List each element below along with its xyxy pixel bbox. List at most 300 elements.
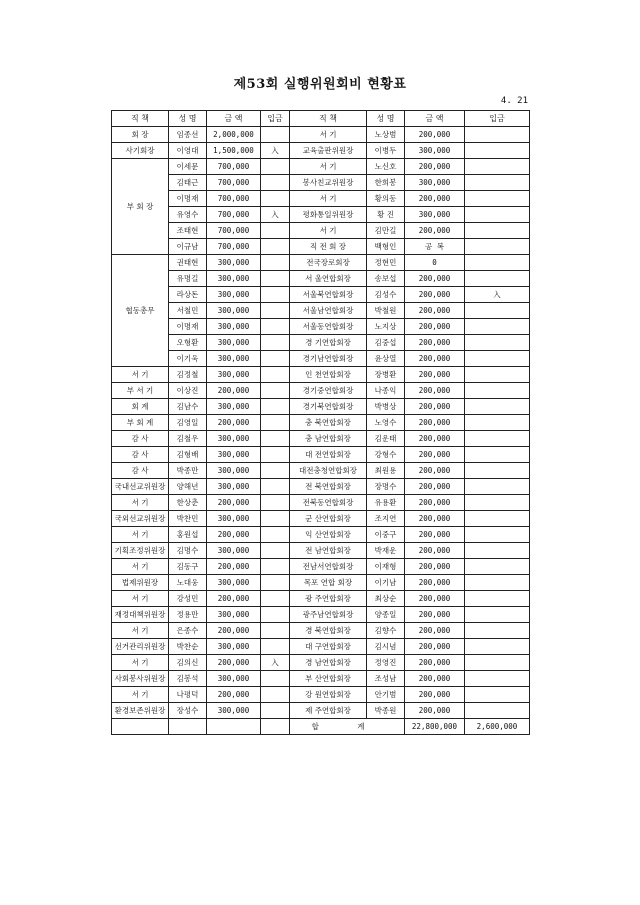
table-row xyxy=(112,639,530,655)
paid-cell xyxy=(261,399,290,415)
amount-cell: 300,000 xyxy=(207,543,261,559)
paid-cell xyxy=(261,335,290,351)
table-row xyxy=(112,671,530,687)
role-cell: 재정대책위원장 xyxy=(112,607,169,623)
name-cell: 박종만 xyxy=(169,463,207,479)
amount-cell: 200,000 xyxy=(405,127,465,143)
paid-cell xyxy=(261,127,290,143)
table-row xyxy=(112,127,530,143)
paid-cell xyxy=(465,511,530,527)
paid-cell xyxy=(465,639,530,655)
paid-cell xyxy=(465,191,530,207)
role-cell: 경기중연합회장 xyxy=(290,383,367,399)
role-cell: 서 기 xyxy=(112,687,169,703)
amount-cell: 200,000 xyxy=(207,591,261,607)
name-cell: 유명길 xyxy=(169,271,207,287)
table-row xyxy=(112,207,530,223)
paid-cell xyxy=(261,287,290,303)
table-row xyxy=(112,351,530,367)
name-cell: 이명재 xyxy=(169,319,207,335)
role-cell: 충 남연합회장 xyxy=(290,431,367,447)
amount-cell: 200,000 xyxy=(405,447,465,463)
header-title-right: 직 책 xyxy=(290,111,367,127)
amount-cell: 200,000 xyxy=(405,703,465,719)
paid-cell xyxy=(261,639,290,655)
amount-cell: 700,000 xyxy=(207,191,261,207)
amount-cell: 200,000 xyxy=(405,431,465,447)
name-cell: 조성남 xyxy=(367,671,405,687)
table-row xyxy=(112,223,530,239)
amount-cell: 200,000 xyxy=(405,271,465,287)
role-cell: 서 기 xyxy=(290,191,367,207)
role-cell: 경 남연합회장 xyxy=(290,655,367,671)
amount-cell: 200,000 xyxy=(405,367,465,383)
paid-cell xyxy=(261,495,290,511)
table-row xyxy=(112,543,530,559)
name-cell: 김운태 xyxy=(367,431,405,447)
amount-cell: 300,000 xyxy=(207,271,261,287)
role-cell: 감 사 xyxy=(112,463,169,479)
total-amount: 22,800,000 xyxy=(405,719,465,735)
role-cell: 서울남연합회장 xyxy=(290,303,367,319)
role-cell: 서 기 xyxy=(112,559,169,575)
table-row xyxy=(112,271,530,287)
header-title-left: 직 책 xyxy=(112,111,169,127)
name-cell: 조태현 xyxy=(169,223,207,239)
paid-cell xyxy=(465,127,530,143)
paid-cell xyxy=(261,447,290,463)
amount-cell: 200,000 xyxy=(405,543,465,559)
header-paid-left: 입금 xyxy=(261,111,290,127)
amount-cell: 300,000 xyxy=(207,399,261,415)
name-cell: 장성수 xyxy=(169,703,207,719)
name-cell: 양해년 xyxy=(169,479,207,495)
empty-cell xyxy=(169,719,207,735)
header-name-right: 성 명 xyxy=(367,111,405,127)
paid-cell xyxy=(465,319,530,335)
name-cell: 노신호 xyxy=(367,159,405,175)
table-row xyxy=(112,143,530,159)
paid-cell xyxy=(465,543,530,559)
name-cell: 이병두 xyxy=(367,143,405,159)
amount-cell: 200,000 xyxy=(405,351,465,367)
name-cell: 이영대 xyxy=(169,143,207,159)
name-cell: 오형환 xyxy=(169,335,207,351)
name-cell: 장명수 xyxy=(367,479,405,495)
paid-cell xyxy=(261,607,290,623)
table-row xyxy=(112,495,530,511)
name-cell: 황 진 xyxy=(367,207,405,223)
amount-cell: 200,000 xyxy=(405,319,465,335)
paid-cell xyxy=(465,399,530,415)
table-row xyxy=(112,687,530,703)
role-cell: 대 전연합회장 xyxy=(290,447,367,463)
total-paid: 2,600,000 xyxy=(465,719,530,735)
paid-cell xyxy=(465,143,530,159)
paid-cell xyxy=(261,351,290,367)
amount-cell: 200,000 xyxy=(405,303,465,319)
table-row xyxy=(112,479,530,495)
paid-cell xyxy=(261,703,290,719)
role-cell: 익 산연합회장 xyxy=(290,527,367,543)
amount-cell: 300,000 xyxy=(405,207,465,223)
amount-cell: 300,000 xyxy=(405,143,465,159)
role-cell: 감 사 xyxy=(112,447,169,463)
table-row xyxy=(112,575,530,591)
amount-cell: 300,000 xyxy=(207,671,261,687)
role-cell: 회 계 xyxy=(112,399,169,415)
role-cell: 서 기 xyxy=(112,591,169,607)
paid-cell xyxy=(261,191,290,207)
paid-cell xyxy=(465,159,530,175)
table-row xyxy=(112,383,530,399)
amount-cell: 200,000 xyxy=(405,383,465,399)
amount-cell: 200,000 xyxy=(405,159,465,175)
name-cell: 정현민 xyxy=(367,255,405,271)
paid-cell xyxy=(465,239,530,255)
amount-cell: 200,000 xyxy=(405,655,465,671)
name-cell: 김남수 xyxy=(169,399,207,415)
paid-cell xyxy=(465,431,530,447)
role-cell: 인 천연합회장 xyxy=(290,367,367,383)
role-cell: 서 울연합회장 xyxy=(290,271,367,287)
role-cell: 감 사 xyxy=(112,431,169,447)
paid-cell xyxy=(465,527,530,543)
role-cell: 평화통일위원장 xyxy=(290,207,367,223)
total-row xyxy=(112,719,530,735)
role-cell: 환경보존위원장 xyxy=(112,703,169,719)
paid-cell xyxy=(261,175,290,191)
name-cell: 이세문 xyxy=(169,159,207,175)
empty-cell xyxy=(207,719,261,735)
table-row xyxy=(112,399,530,415)
role-cell: 협동총무 xyxy=(112,255,169,367)
paid-cell xyxy=(465,607,530,623)
header-name-left: 성 명 xyxy=(169,111,207,127)
name-cell: 홍원섭 xyxy=(169,527,207,543)
role-cell: 경 기연합회장 xyxy=(290,335,367,351)
name-cell: 조지연 xyxy=(367,511,405,527)
role-cell: 직 전 회 장 xyxy=(290,239,367,255)
paid-cell xyxy=(465,703,530,719)
paid-cell xyxy=(261,431,290,447)
role-cell: 서 기 xyxy=(112,623,169,639)
paid-cell xyxy=(261,239,290,255)
role-cell: 전북동연합회장 xyxy=(290,495,367,511)
header-row xyxy=(112,111,530,127)
amount-cell: 200,000 xyxy=(207,495,261,511)
report-date: 4. 21 xyxy=(500,96,528,106)
amount-cell: 300,000 xyxy=(207,367,261,383)
name-cell: 송보섭 xyxy=(367,271,405,287)
role-cell: 선거관리위원장 xyxy=(112,639,169,655)
amount-cell: 200,000 xyxy=(405,463,465,479)
amount-cell: 200,000 xyxy=(207,623,261,639)
name-cell: 노상범 xyxy=(367,127,405,143)
name-cell: 김영일 xyxy=(169,415,207,431)
role-cell: 서울북연합회장 xyxy=(290,287,367,303)
table-row xyxy=(112,559,530,575)
paid-cell xyxy=(261,303,290,319)
name-cell: 한상춘 xyxy=(169,495,207,511)
role-cell: 부 회 장 xyxy=(112,159,169,255)
paid-cell xyxy=(465,575,530,591)
name-cell: 나종익 xyxy=(367,383,405,399)
role-cell: 전남서연합회장 xyxy=(290,559,367,575)
paid-cell xyxy=(261,415,290,431)
header-amount-left: 금 액 xyxy=(207,111,261,127)
name-cell: 김철우 xyxy=(169,431,207,447)
table-row xyxy=(112,511,530,527)
paid-cell xyxy=(465,223,530,239)
role-cell: 서울동연합회장 xyxy=(290,319,367,335)
name-cell: 장병환 xyxy=(367,367,405,383)
amount-cell: 700,000 xyxy=(207,223,261,239)
amount-cell: 300,000 xyxy=(207,303,261,319)
amount-cell: 200,000 xyxy=(405,399,465,415)
table-row xyxy=(112,303,530,319)
paid-cell xyxy=(261,511,290,527)
amount-cell: 300,000 xyxy=(207,431,261,447)
name-cell: 라상돈 xyxy=(169,287,207,303)
amount-cell: 200,000 xyxy=(405,559,465,575)
role-cell: 강 원연합회장 xyxy=(290,687,367,703)
committee-fee-table xyxy=(111,110,530,735)
paid-cell xyxy=(465,687,530,703)
role-cell: 충 북연합회장 xyxy=(290,415,367,431)
table-row xyxy=(112,191,530,207)
amount-cell: 200,000 xyxy=(405,671,465,687)
amount-cell: 200,000 xyxy=(405,575,465,591)
name-cell: 김의신 xyxy=(169,655,207,671)
paid-cell xyxy=(261,319,290,335)
name-cell: 은종수 xyxy=(169,623,207,639)
amount-cell: 300,000 xyxy=(207,287,261,303)
amount-cell: 200,000 xyxy=(405,479,465,495)
name-cell: 박찬민 xyxy=(169,511,207,527)
amount-cell: 300,000 xyxy=(207,335,261,351)
role-cell: 봉사친교위원장 xyxy=(290,175,367,191)
name-cell: 김만길 xyxy=(367,223,405,239)
role-cell: 전 남연합회장 xyxy=(290,543,367,559)
amount-cell: 0 xyxy=(405,255,465,271)
amount-cell: 300,000 xyxy=(207,511,261,527)
paid-cell: 入 xyxy=(261,207,290,223)
paid-cell xyxy=(465,415,530,431)
name-cell: 이기욱 xyxy=(169,351,207,367)
amount-cell: 200,000 xyxy=(405,639,465,655)
paid-cell xyxy=(261,383,290,399)
role-cell: 서 기 xyxy=(112,655,169,671)
paid-cell xyxy=(465,655,530,671)
role-cell: 군 산연합회장 xyxy=(290,511,367,527)
paid-cell xyxy=(261,463,290,479)
paid-cell xyxy=(261,575,290,591)
amount-cell: 300,000 xyxy=(207,255,261,271)
name-cell: 정용만 xyxy=(169,607,207,623)
role-cell: 대 구연합회장 xyxy=(290,639,367,655)
name-cell: 박재운 xyxy=(367,543,405,559)
name-cell: 이명재 xyxy=(169,191,207,207)
role-cell: 부 산연합회장 xyxy=(290,671,367,687)
amount-cell: 200,000 xyxy=(207,655,261,671)
name-cell: 안기범 xyxy=(367,687,405,703)
role-cell: 부 서 기 xyxy=(112,383,169,399)
name-cell: 윤상열 xyxy=(367,351,405,367)
role-cell: 국외선교위원장 xyxy=(112,511,169,527)
table-row xyxy=(112,239,530,255)
paid-cell xyxy=(465,351,530,367)
paid-cell xyxy=(465,495,530,511)
paid-cell xyxy=(465,447,530,463)
role-cell: 경 북연합회장 xyxy=(290,623,367,639)
paid-cell xyxy=(465,591,530,607)
name-cell: 김시념 xyxy=(367,639,405,655)
role-cell: 전 북연합회장 xyxy=(290,479,367,495)
name-cell: 박철원 xyxy=(367,303,405,319)
paid-cell xyxy=(261,623,290,639)
paid-cell xyxy=(465,479,530,495)
table-row xyxy=(112,319,530,335)
role-cell: 서 기 xyxy=(290,223,367,239)
paid-cell xyxy=(465,303,530,319)
role-cell: 목포 연합 회장 xyxy=(290,575,367,591)
role-cell: 경기남연합회장 xyxy=(290,351,367,367)
amount-cell: 200,000 xyxy=(405,287,465,303)
role-cell: 사회봉사위원장 xyxy=(112,671,169,687)
name-cell: 강성민 xyxy=(169,591,207,607)
table-row xyxy=(112,335,530,351)
paid-cell xyxy=(465,367,530,383)
amount-cell: 200,000 xyxy=(405,623,465,639)
table-row xyxy=(112,415,530,431)
amount-cell: 200,000 xyxy=(405,591,465,607)
table-row xyxy=(112,655,530,671)
empty-cell xyxy=(112,719,169,735)
paid-cell xyxy=(261,591,290,607)
paid-cell xyxy=(465,271,530,287)
paid-cell xyxy=(261,687,290,703)
table-row xyxy=(112,463,530,479)
table-row xyxy=(112,703,530,719)
amount-cell: 200,000 xyxy=(405,335,465,351)
amount-cell: 300,000 xyxy=(207,703,261,719)
paid-cell xyxy=(261,271,290,287)
name-cell: 유용환 xyxy=(367,495,405,511)
name-cell: 이상진 xyxy=(169,383,207,399)
amount-cell: 300,000 xyxy=(207,639,261,655)
paid-cell xyxy=(465,559,530,575)
empty-cell xyxy=(261,719,290,735)
name-cell: 노영수 xyxy=(367,415,405,431)
name-cell: 김형배 xyxy=(169,447,207,463)
name-cell: 이규남 xyxy=(169,239,207,255)
table-row xyxy=(112,591,530,607)
role-cell: 서 기 xyxy=(112,527,169,543)
name-cell: 김중섭 xyxy=(367,335,405,351)
table-row xyxy=(112,255,530,271)
table-row xyxy=(112,367,530,383)
name-cell: 권태현 xyxy=(169,255,207,271)
role-cell: 광 주연합회장 xyxy=(290,591,367,607)
role-cell: 서 기 xyxy=(290,159,367,175)
name-cell: 노대웅 xyxy=(169,575,207,591)
name-cell: 노지상 xyxy=(367,319,405,335)
table-row xyxy=(112,623,530,639)
role-cell: 서 기 xyxy=(112,495,169,511)
name-cell: 백형인 xyxy=(367,239,405,255)
role-cell: 대전충청연합회장 xyxy=(290,463,367,479)
table-row xyxy=(112,607,530,623)
amount-cell: 200,000 xyxy=(405,223,465,239)
role-cell: 법제위원장 xyxy=(112,575,169,591)
paid-cell xyxy=(261,671,290,687)
amount-cell: 200,000 xyxy=(405,191,465,207)
paid-cell xyxy=(261,559,290,575)
paid-cell: 入 xyxy=(465,287,530,303)
amount-cell: 200,000 xyxy=(207,383,261,399)
name-cell: 김봉석 xyxy=(169,671,207,687)
paid-cell xyxy=(465,623,530,639)
role-cell: 회 장 xyxy=(112,127,169,143)
table-row xyxy=(112,447,530,463)
table-row xyxy=(112,175,530,191)
paid-cell xyxy=(261,255,290,271)
amount-cell: 300,000 xyxy=(207,351,261,367)
amount-cell: 200,000 xyxy=(207,687,261,703)
name-cell: 최원용 xyxy=(367,463,405,479)
paid-cell xyxy=(261,159,290,175)
amount-cell: 700,000 xyxy=(207,159,261,175)
amount-cell: 200,000 xyxy=(405,495,465,511)
header-amount-right: 금 액 xyxy=(405,111,465,127)
role-cell: 광주남연합회장 xyxy=(290,607,367,623)
role-cell: 서 기 xyxy=(290,127,367,143)
role-cell: 교육출판위원장 xyxy=(290,143,367,159)
name-cell: 김태근 xyxy=(169,175,207,191)
paid-cell xyxy=(261,479,290,495)
amount-cell: 공 복 xyxy=(405,239,465,255)
paid-cell xyxy=(465,463,530,479)
role-cell: 기획조정위원장 xyxy=(112,543,169,559)
role-cell: 사기회장 xyxy=(112,143,169,159)
amount-cell: 2,000,000 xyxy=(207,127,261,143)
table-row xyxy=(112,159,530,175)
name-cell: 김동구 xyxy=(169,559,207,575)
paid-cell xyxy=(465,383,530,399)
amount-cell: 200,000 xyxy=(207,527,261,543)
table-row xyxy=(112,287,530,303)
name-cell: 이기남 xyxy=(367,575,405,591)
paid-cell xyxy=(465,175,530,191)
amount-cell: 200,000 xyxy=(405,511,465,527)
amount-cell: 200,000 xyxy=(405,527,465,543)
amount-cell: 300,000 xyxy=(207,447,261,463)
amount-cell: 300,000 xyxy=(207,463,261,479)
table-body xyxy=(112,127,530,735)
table-row xyxy=(112,431,530,447)
name-cell: 나평덕 xyxy=(169,687,207,703)
amount-cell: 200,000 xyxy=(207,415,261,431)
amount-cell: 300,000 xyxy=(207,319,261,335)
paid-cell: 入 xyxy=(261,655,290,671)
amount-cell: 300,000 xyxy=(207,479,261,495)
amount-cell: 300,000 xyxy=(207,607,261,623)
paid-cell: 入 xyxy=(261,143,290,159)
name-cell: 정영진 xyxy=(367,655,405,671)
total-label: 합 계 xyxy=(290,719,405,735)
amount-cell: 300,000 xyxy=(207,575,261,591)
